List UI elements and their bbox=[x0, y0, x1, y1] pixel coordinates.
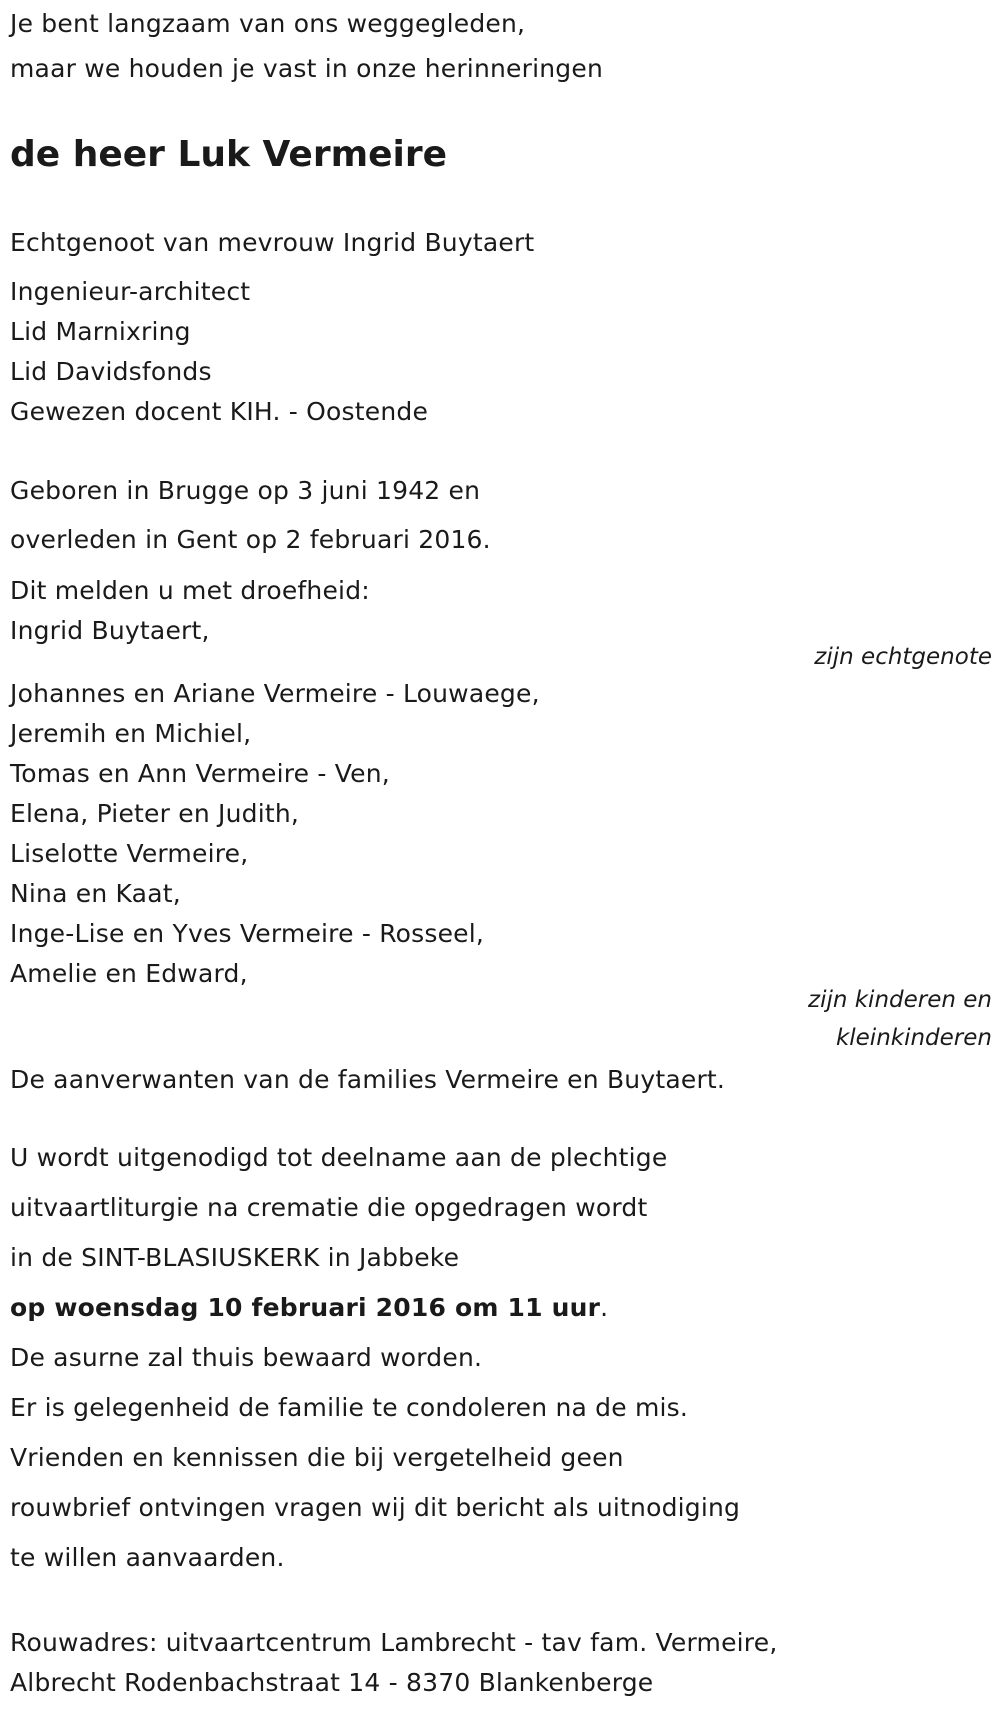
death-info: overleden in Gent op 2 februari 2016. bbox=[10, 525, 491, 554]
service-date-bold: op woensdag 10 februari 2016 om 11 uur bbox=[10, 1293, 601, 1322]
children-role-line-1: zijn kinderen en bbox=[808, 987, 992, 1013]
family-line: Jeremih en Michiel, bbox=[10, 719, 252, 748]
spouse-relation: Echtgenoot van mevrouw Ingrid Buytaert bbox=[10, 228, 535, 257]
family-line: Tomas en Ann Vermeire - Ven, bbox=[10, 759, 390, 788]
service-line-7: Vrienden en kennissen die bij vergetelheid geen bbox=[10, 1443, 624, 1472]
deceased-name: de heer Luk Vermeire bbox=[10, 134, 448, 175]
family-line: Amelie en Edward, bbox=[10, 959, 248, 988]
family-line: Inge-Lise en Yves Vermeire - Rosseel, bbox=[10, 919, 485, 948]
service-line-1: U wordt uitgenodigd tot deelname aan de plechtige bbox=[10, 1143, 668, 1172]
service-date bbox=[10, 1293, 608, 1323]
service-line-9: te willen aanvaarden. bbox=[10, 1543, 285, 1572]
title-line: Ingenieur-architect bbox=[10, 277, 251, 306]
birth-info: Geboren in Brugge op 3 juni 1942 en bbox=[10, 476, 481, 505]
relatives-line: De aanverwanten van de families Vermeire en Buytaert. bbox=[10, 1065, 726, 1094]
service-line-2: uitvaartliturgie na crematie die opgedragen wordt bbox=[10, 1193, 648, 1222]
service-line-8: rouwbrief ontvingen vragen wij dit bericht als uitnodiging bbox=[10, 1493, 741, 1522]
address-line-1: Rouwadres: uitvaartcentrum Lambrecht - tav fam. Vermeire, bbox=[10, 1628, 778, 1657]
intro-line-1: Je bent langzaam van ons weggegleden, bbox=[10, 9, 526, 38]
service-line-6: Er is gelegenheid de familie te condoleren na de mis. bbox=[10, 1393, 689, 1422]
spouse-name: Ingrid Buytaert, bbox=[10, 616, 210, 645]
title-line: Gewezen docent KIH. - Oostende bbox=[10, 397, 429, 426]
spouse-role: zijn echtgenote bbox=[814, 644, 992, 670]
service-line-3: in de SINT-BLASIUSKERK in Jabbeke bbox=[10, 1243, 460, 1272]
service-line-5: De asurne zal thuis bewaard worden. bbox=[10, 1343, 483, 1372]
children-role-line-2: kleinkinderen bbox=[835, 1025, 992, 1051]
service-date-punct: . bbox=[600, 1293, 609, 1322]
title-line: Lid Davidsfonds bbox=[10, 357, 212, 386]
announcement-intro: Dit melden u met droefheid: bbox=[10, 576, 370, 605]
family-line: Johannes en Ariane Vermeire - Louwaege, bbox=[10, 679, 540, 708]
address-line-2: Albrecht Rodenbachstraat 14 - 8370 Blankenberge bbox=[10, 1668, 654, 1697]
intro-line-2: maar we houden je vast in onze herinneringen bbox=[10, 54, 603, 83]
family-line: Nina en Kaat, bbox=[10, 879, 181, 908]
family-line: Elena, Pieter en Judith, bbox=[10, 799, 300, 828]
title-line: Lid Marnixring bbox=[10, 317, 191, 346]
family-line: Liselotte Vermeire, bbox=[10, 839, 249, 868]
